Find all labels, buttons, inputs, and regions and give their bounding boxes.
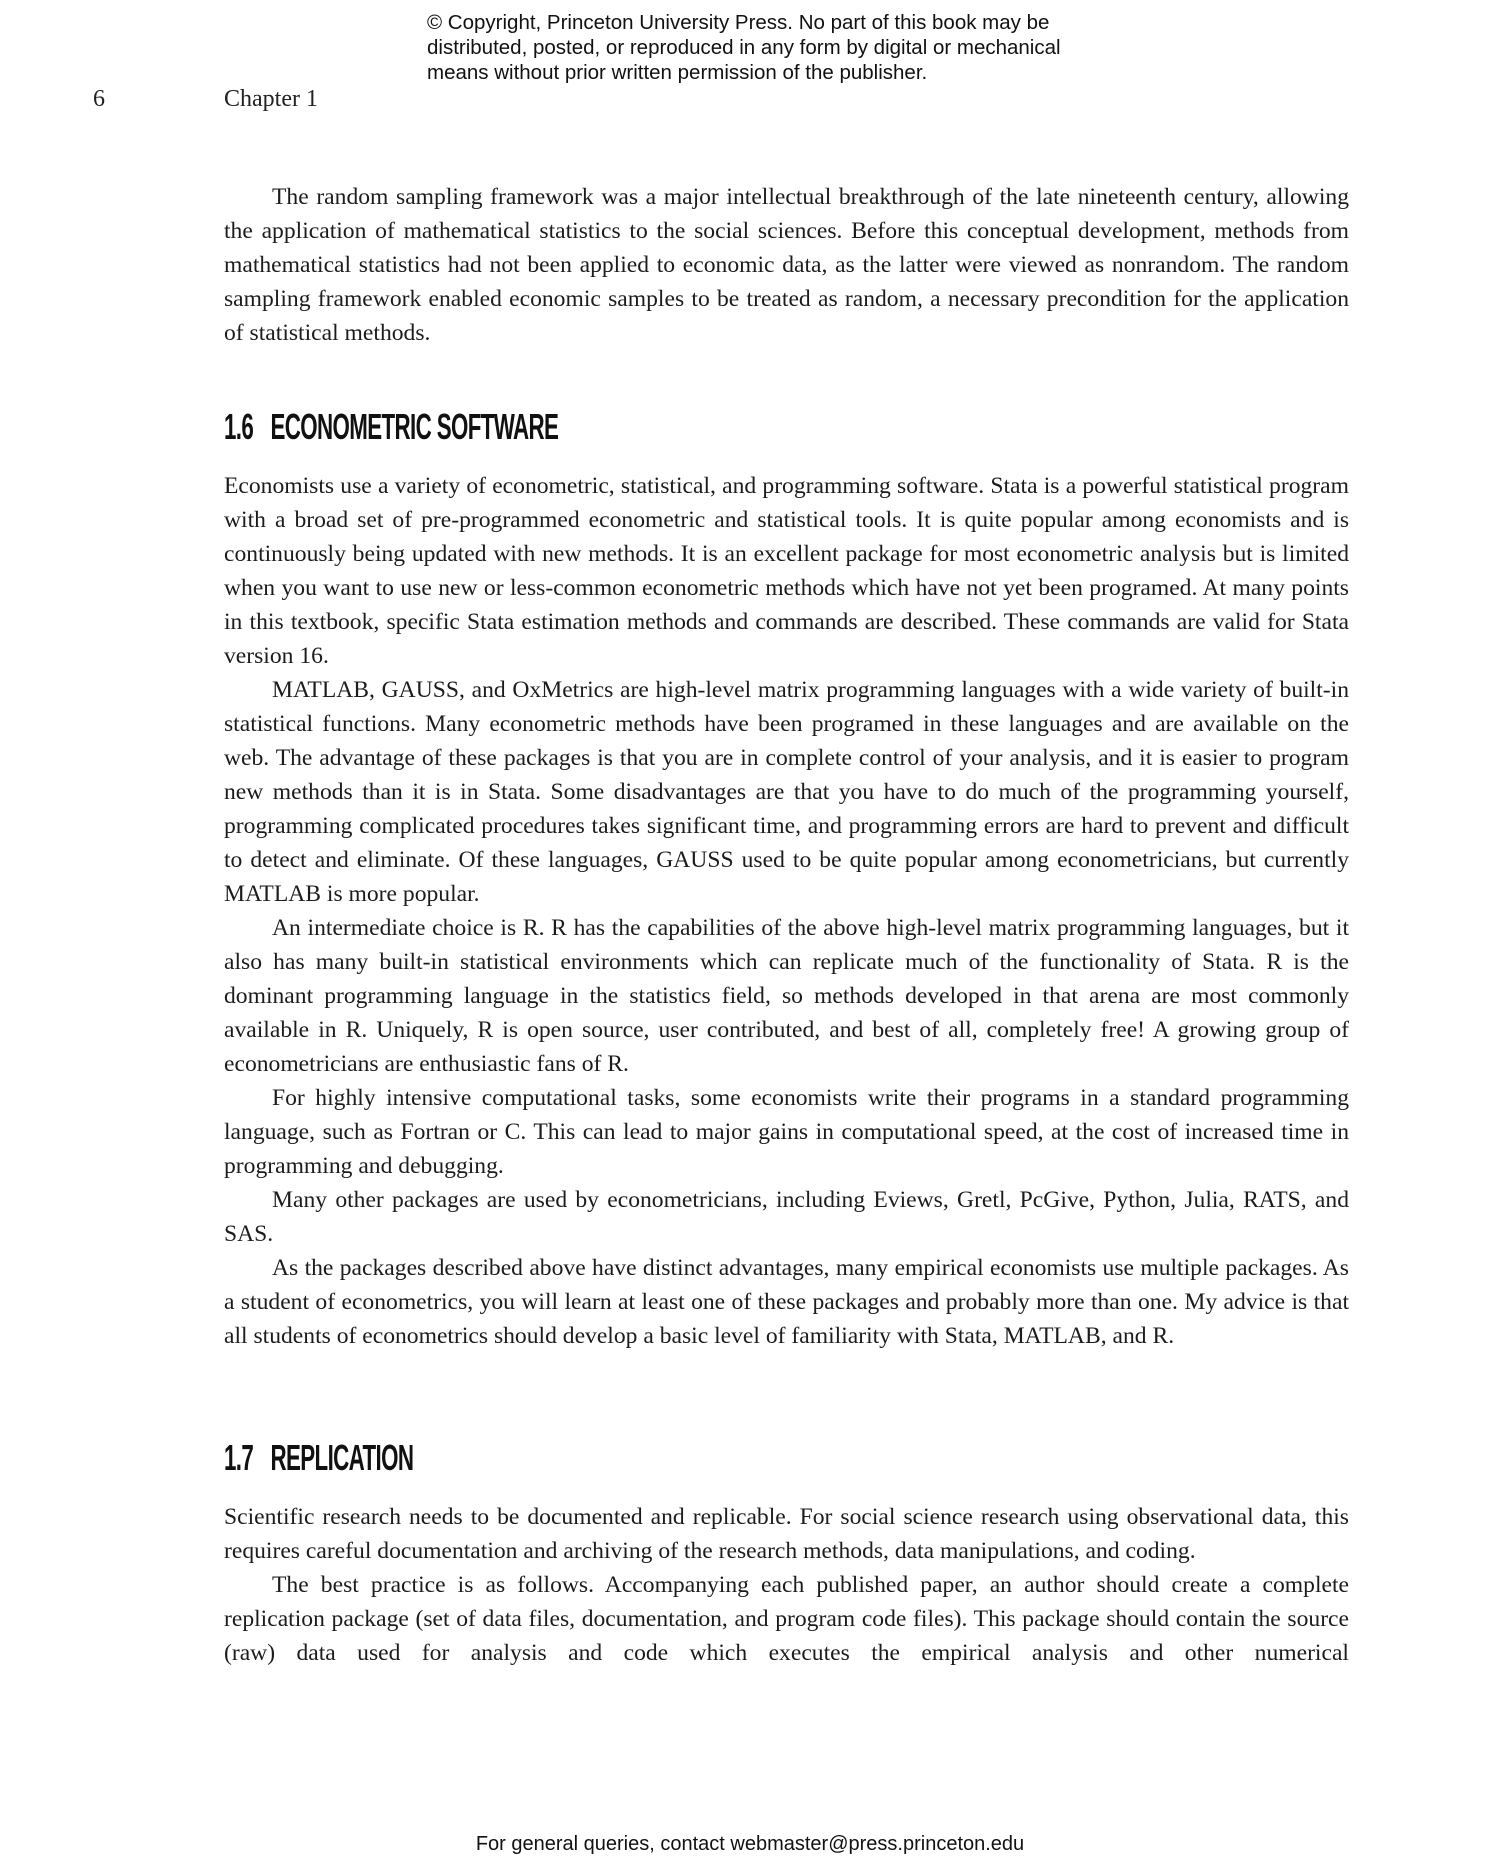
section-number: 1.6 [224, 406, 254, 447]
intro-text [224, 180, 1349, 350]
paragraph: An intermediate choice is R. R has the capabilities of the above high-level matrix programming languages, but it also has many built-in statistical environments which can replicate much of the functionality of Stata. R is the dominant programming language in the statistics field, so methods developed in that arena are most commonly available in R. Uniquely, R is open source, user contributed, and best of all, completely free! A growing group of econometricians are enthusiastic fans of R. [224, 915, 1349, 1077]
copyright-line: distributed, posted, or reproduced in any form by digital or mechanical [427, 36, 1061, 59]
running-head: Chapter 1 [224, 86, 318, 112]
paragraph: The random sampling framework was a major intellectual breakthrough of the late nineteenth century, allowing the application of mathematical statistics to the social sciences. Before this conceptual development, methods from mathematical statistics had not been applied to economic data, as the latter were viewed as nonrandom. The random sampling framework enabled economic samples to be treated as random, a necessary precondition for the application of statistical methods. [224, 184, 1349, 346]
copyright-notice [427, 10, 1127, 85]
section-1-7-body [224, 1500, 1349, 1670]
page-number: 6 [93, 86, 105, 112]
footer-contact [0, 1833, 1500, 1856]
paragraph: For highly intensive computational tasks, some economists write their programs in a standard programming language, such as Fortran or C. This can lead to major gains in computational speed, at the cost of increased time in programming and debugging. [224, 1085, 1349, 1179]
section-heading-1-7 [224, 1438, 413, 1478]
footer-text: For general queries, contact webmaster@press.princeton.edu [475, 1833, 1025, 1855]
paragraph: As the packages described above have distinct advantages, many empirical economists use multiple packages. As a student of econometrics, you will learn at least one of these packages and probably more than one. My advice is that all students of econometrics should develop a basic level of familiarity with Stata, MATLAB, and R. [224, 1255, 1349, 1349]
section-1-6-body [224, 469, 1349, 1353]
paragraph: Many other packages are used by econometricians, including Eviews, Gretl, PcGive, Python, Julia, RATS, and SAS. [224, 1187, 1349, 1247]
section-heading-1-6 [224, 407, 558, 447]
section-title: ECONOMETRIC SOFTWARE [270, 406, 559, 447]
section-number: 1.7 [224, 1437, 254, 1478]
paragraph: The best practice is as follows. Accompanying each published paper, an author should create a complete replication package (set of data files, documentation, and program code files). This package should contain the source (raw) data used for analysis and code which executes the empirical analysis and other numerical [224, 1572, 1349, 1666]
copyright-line: means without prior written permission of the publisher. [427, 61, 928, 84]
paragraph: Economists use a variety of econometric, statistical, and programming software. Stata is a powerful statistical program with a broad set of pre-programmed econometric and statistical tools. It is quite popular among economists and is continuously being updated with new methods. It is an excellent package for most econometric analysis but is limited when you want to use new or less-common econometric methods which have not yet been programed. At many points in this textbook, specific Stata estimation methods and commands are described. These commands are valid for Stata version 16. [224, 473, 1349, 669]
paragraph: Scientific research needs to be documented and replicable. For social science research using observational data, this requires careful documentation and archiving of the research methods, data manipulations, and coding. [224, 1504, 1349, 1564]
paragraph: MATLAB, GAUSS, and OxMetrics are high-level matrix programming languages with a wide variety of built-in statistical functions. Many econometric methods have been programed in these languages and are available on the web. The advantage of these packages is that you are in complete control of your analysis, and it is easier to program new methods than it is in Stata. Some disadvantages are that you have to do much of the programming yourself, programming complicated procedures takes significant time, and programming errors are hard to prevent and difficult to detect and eliminate. Of these languages, GAUSS used to be quite popular among econometricians, but currently MATLAB is more popular. [224, 677, 1349, 907]
copyright-line: © Copyright, Princeton University Press. No part of this book may be [427, 11, 1050, 34]
section-title: REPLICATION [270, 1437, 414, 1478]
